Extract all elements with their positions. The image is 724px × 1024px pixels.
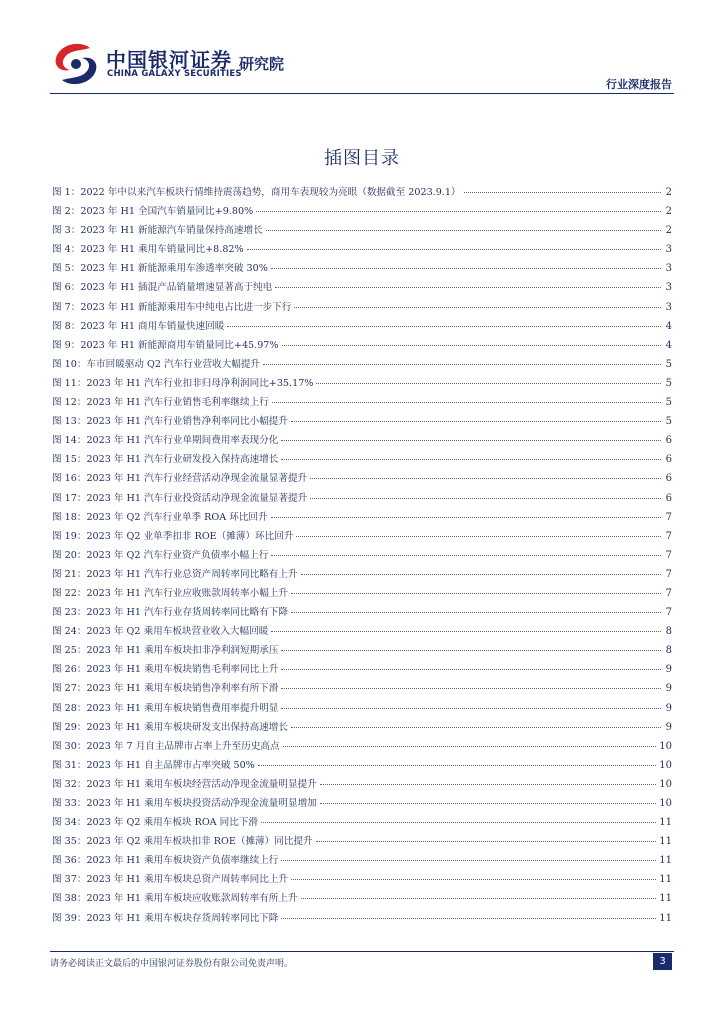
toc-entry-page: 7 — [665, 587, 672, 599]
toc-entry-page: 7 — [665, 568, 672, 580]
toc-dot-leader — [301, 898, 657, 899]
toc-entry-page: 4 — [665, 320, 672, 332]
toc-entry[interactable] — [52, 240, 672, 259]
toc-entry-page: 7 — [665, 549, 672, 561]
toc-entry[interactable] — [52, 469, 672, 488]
toc-entry[interactable] — [52, 278, 672, 297]
footer-disclaimer: 请务必阅读正文最后的中国银河证券股份有限公司免责声明。 — [50, 959, 294, 969]
toc-dot-leader — [281, 440, 661, 441]
toc-dot-leader — [271, 517, 661, 518]
toc-entry-label: 图 16：2023 年 H1 汽车行业经营活动净现金流量显著提升 — [52, 473, 308, 485]
figure-list — [52, 183, 672, 928]
footer-divider — [50, 951, 674, 952]
toc-entry-label: 图 30：2023 年 7 月自主品牌市占率上升至历史高点 — [52, 740, 280, 752]
toc-entry-page: 11 — [659, 893, 672, 905]
toc-dot-leader — [291, 612, 661, 613]
toc-dot-leader — [266, 230, 661, 231]
toc-entry[interactable] — [52, 508, 672, 527]
toc-entry[interactable] — [52, 183, 672, 202]
toc-dot-leader — [263, 364, 661, 365]
toc-entry-page: 10 — [659, 778, 672, 790]
toc-dot-leader — [281, 650, 661, 651]
toc-entry-page: 7 — [665, 607, 672, 619]
toc-entry-label: 图 38：2023 年 H1 乘用车板块应收账款周转率有所上升 — [52, 893, 298, 905]
toc-entry-label: 图 9：2023 年 H1 新能源商用车销量同比+45.97% — [52, 339, 279, 351]
toc-entry[interactable] — [52, 775, 672, 794]
toc-entry-label: 图 34：2023 年 Q2 乘用车板块 ROA 同比下滑 — [52, 817, 259, 829]
toc-entry[interactable] — [52, 489, 672, 508]
toc-entry[interactable] — [52, 336, 672, 355]
toc-entry-page: 2 — [665, 225, 672, 237]
toc-entry[interactable] — [52, 870, 672, 889]
toc-entry[interactable] — [52, 298, 672, 317]
toc-entry-label: 图 15：2023 年 H1 汽车行业研发投入保持高速增长 — [52, 454, 279, 466]
toc-entry-label: 图 10：车市回暖驱动 Q2 汽车行业营收大幅提升 — [52, 358, 261, 370]
toc-entry[interactable] — [52, 851, 672, 870]
toc-entry[interactable] — [52, 355, 672, 374]
toc-entry-page: 3 — [665, 301, 672, 313]
toc-entry-label: 图 7：2023 年 H1 新能源乘用车中纯电占比进一步下行 — [52, 301, 292, 313]
toc-entry-page: 4 — [665, 339, 672, 351]
toc-dot-leader — [301, 574, 661, 575]
toc-entry-page: 8 — [665, 626, 672, 638]
toc-entry[interactable] — [52, 909, 672, 928]
toc-dot-leader — [320, 803, 657, 804]
toc-entry-label: 图 13：2023 年 H1 汽车行业销售净利率同比小幅提升 — [52, 416, 288, 428]
toc-entry-page: 10 — [659, 798, 672, 809]
toc-entry-page: 2 — [665, 187, 672, 198]
toc-entry[interactable] — [52, 737, 672, 756]
toc-entry-page: 11 — [659, 874, 672, 886]
toc-entry-label: 图 21：2023 年 H1 汽车行业总资产周转率同比略有上升 — [52, 568, 298, 580]
toc-entry-label: 图 26：2023 年 H1 乘用车板块销售毛利率同比上升 — [52, 664, 279, 676]
toc-entry-page: 11 — [659, 912, 672, 924]
toc-dot-leader — [281, 459, 661, 460]
toc-entry-page: 10 — [659, 759, 672, 771]
toc-dot-leader — [272, 402, 661, 403]
toc-entry-page: 5 — [665, 358, 672, 370]
logo-english-name: CHINA GALAXY SECURITIES — [107, 69, 242, 79]
toc-dot-leader — [261, 822, 656, 823]
toc-dot-leader — [316, 383, 661, 384]
toc-entry[interactable] — [52, 202, 672, 221]
toc-entry-label: 图 35：2023 年 Q2 乘用车板块扣非 ROE（摊薄）同比提升 — [52, 836, 313, 848]
page-title: 插图目录 — [324, 148, 400, 169]
toc-entry-label: 图 28：2023 年 H1 乘用车板块销售费用率提升明显 — [52, 702, 279, 714]
toc-entry[interactable] — [52, 794, 672, 813]
toc-entry-page: 5 — [665, 416, 672, 428]
toc-entry[interactable] — [52, 374, 672, 393]
toc-dot-leader — [310, 478, 661, 479]
toc-entry-label: 图 36：2023 年 H1 乘用车板块资产负债率继续上行 — [52, 855, 279, 867]
toc-dot-leader — [294, 307, 661, 308]
toc-dot-leader — [464, 192, 661, 193]
toc-entry-label: 图 1：2022 年中以来汽车板块行情维持震荡趋势，商用车表现较为亮眼（数据截至 2023.9.1） — [52, 187, 461, 198]
toc-entry[interactable] — [52, 813, 672, 832]
toc-entry-page: 7 — [665, 530, 672, 542]
report-type-label: 行业深度报告 — [606, 78, 672, 91]
toc-entry[interactable] — [52, 756, 672, 775]
toc-dot-leader — [281, 688, 661, 689]
toc-entry[interactable] — [52, 603, 672, 622]
toc-entry-label: 图 33：2023 年 H1 乘用车板块投资活动净现金流量明显增加 — [52, 798, 317, 809]
toc-entry[interactable] — [52, 527, 672, 546]
toc-entry[interactable] — [52, 546, 672, 565]
toc-entry-label: 图 3：2023 年 H1 新能源汽车销量保持高速增长 — [52, 225, 263, 237]
toc-entry-label: 图 22：2023 年 H1 汽车行业应收账款周转率小幅上升 — [52, 587, 288, 599]
toc-entry-page: 9 — [665, 702, 672, 714]
page-number: 3 — [653, 953, 672, 970]
toc-entry-page: 5 — [665, 397, 672, 409]
galaxy-logo-icon — [50, 40, 102, 88]
toc-entry-page: 11 — [659, 817, 672, 829]
toc-entry-label: 图 27：2023 年 H1 乘用车板块销售净利率有所下滑 — [52, 683, 279, 695]
toc-entry-label: 图 29：2023 年 H1 乘用车板块研发支出保持高速增长 — [52, 721, 288, 733]
toc-entry-label: 图 20：2023 年 Q2 汽车行业资产负债率小幅上行 — [52, 549, 269, 561]
toc-dot-leader — [282, 345, 661, 346]
toc-entry-page: 11 — [659, 836, 672, 848]
toc-entry-page: 5 — [665, 377, 672, 389]
toc-entry-label: 图 39：2023 年 H1 乘用车板块存货周转率同比下降 — [52, 912, 279, 924]
toc-dot-leader — [271, 268, 661, 269]
toc-entry[interactable] — [52, 412, 672, 431]
logo-chinese-name: 中国银河证券 — [106, 48, 232, 72]
toc-dot-leader — [258, 765, 656, 766]
toc-entry[interactable] — [52, 221, 672, 240]
toc-entry-page: 6 — [665, 492, 672, 504]
toc-entry[interactable] — [52, 832, 672, 851]
toc-entry[interactable] — [52, 393, 672, 412]
page-header — [0, 0, 724, 95]
toc-entry-page: 8 — [665, 645, 672, 657]
toc-entry[interactable] — [52, 584, 672, 603]
toc-entry[interactable] — [52, 699, 672, 718]
toc-dot-leader — [281, 669, 661, 670]
toc-entry[interactable] — [52, 641, 672, 660]
toc-dot-leader — [291, 593, 661, 594]
institute-name: 研究院 — [239, 55, 285, 73]
toc-entry-page: 2 — [665, 206, 672, 218]
toc-entry-label: 图 19：2023 年 Q2 业单季扣非 ROE（摊薄）环比回升 — [52, 530, 294, 542]
toc-dot-leader — [281, 860, 656, 861]
toc-entry-page: 7 — [665, 511, 672, 523]
toc-dot-leader — [271, 555, 661, 556]
toc-entry-label: 图 6：2023 年 H1 插混产品销量增速显著高于纯电 — [52, 282, 273, 294]
toc-entry-label: 图 32：2023 年 H1 乘用车板块经营活动净现金流量明显提升 — [52, 778, 317, 790]
toc-entry[interactable] — [52, 622, 672, 641]
toc-entry-page: 6 — [665, 435, 672, 447]
toc-dot-leader — [275, 287, 661, 288]
toc-entry-label: 图 8：2023 年 H1 商用车销量快速回暖 — [52, 320, 225, 332]
toc-dot-leader — [271, 631, 661, 632]
toc-entry-page: 11 — [659, 855, 672, 867]
toc-entry-label: 图 2：2023 年 H1 全国汽车销量同比+9.80% — [52, 206, 254, 218]
toc-entry-label: 图 24：2023 年 Q2 乘用车板块营业收入大幅回暖 — [52, 626, 269, 638]
toc-entry-page: 3 — [665, 263, 672, 275]
toc-entry-label: 图 37：2023 年 H1 乘用车板块总资产周转率同比上升 — [52, 874, 288, 886]
toc-entry[interactable] — [52, 660, 672, 679]
toc-entry-label: 图 18：2023 年 Q2 汽车行业单季 ROA 环比回升 — [52, 511, 268, 523]
toc-dot-leader — [281, 708, 661, 709]
toc-entry[interactable] — [52, 565, 672, 584]
toc-dot-leader — [320, 784, 657, 785]
toc-entry-page: 9 — [665, 721, 672, 733]
toc-entry-label: 图 25：2023 年 H1 乘用车板块扣非净利润短期承压 — [52, 645, 279, 657]
toc-dot-leader — [227, 326, 661, 327]
toc-dot-leader — [291, 421, 661, 422]
toc-entry-label: 图 23：2023 年 H1 汽车行业存货周转率同比略有下降 — [52, 607, 288, 619]
toc-entry[interactable] — [52, 317, 672, 336]
toc-entry-label: 图 31：2023 年 H1 自主品牌市占率突破 50% — [52, 759, 255, 771]
toc-dot-leader — [316, 841, 657, 842]
toc-entry-page: 9 — [665, 683, 672, 695]
toc-dot-leader — [283, 746, 657, 747]
toc-dot-leader — [296, 536, 661, 537]
toc-dot-leader — [310, 498, 661, 499]
toc-entry[interactable] — [52, 259, 672, 278]
toc-entry-page: 3 — [665, 282, 672, 294]
toc-entry-label: 图 11：2023 年 H1 汽车行业扣非归母净利润同比+35.17% — [52, 377, 314, 389]
toc-entry[interactable] — [52, 889, 672, 908]
toc-entry[interactable] — [52, 431, 672, 450]
toc-entry-label: 图 14：2023 年 H1 汽车行业单期间费用率表现分化 — [52, 435, 279, 447]
toc-entry[interactable] — [52, 450, 672, 469]
toc-entry-label: 图 4：2023 年 H1 乘用车销量同比+8.82% — [52, 244, 244, 256]
toc-dot-leader — [291, 879, 656, 880]
toc-dot-leader — [256, 211, 661, 212]
toc-dot-leader — [281, 918, 656, 919]
toc-entry-page: 3 — [665, 244, 672, 256]
toc-entry[interactable] — [52, 679, 672, 698]
toc-dot-leader — [291, 727, 661, 728]
toc-entry-page: 10 — [659, 740, 672, 752]
toc-entry-label: 图 12：2023 年 H1 汽车行业销售毛利率继续上行 — [52, 397, 269, 409]
toc-dot-leader — [247, 249, 661, 250]
toc-entry-page: 9 — [665, 664, 672, 676]
header-divider — [50, 93, 674, 94]
toc-entry-label: 图 5：2023 年 H1 新能源乘用车渗透率突破 30% — [52, 263, 268, 275]
toc-entry-page: 6 — [665, 454, 672, 466]
toc-entry[interactable] — [52, 718, 672, 737]
toc-entry-page: 6 — [665, 473, 672, 485]
toc-entry-label: 图 17：2023 年 H1 汽车行业投资活动净现金流量显著提升 — [52, 492, 308, 504]
